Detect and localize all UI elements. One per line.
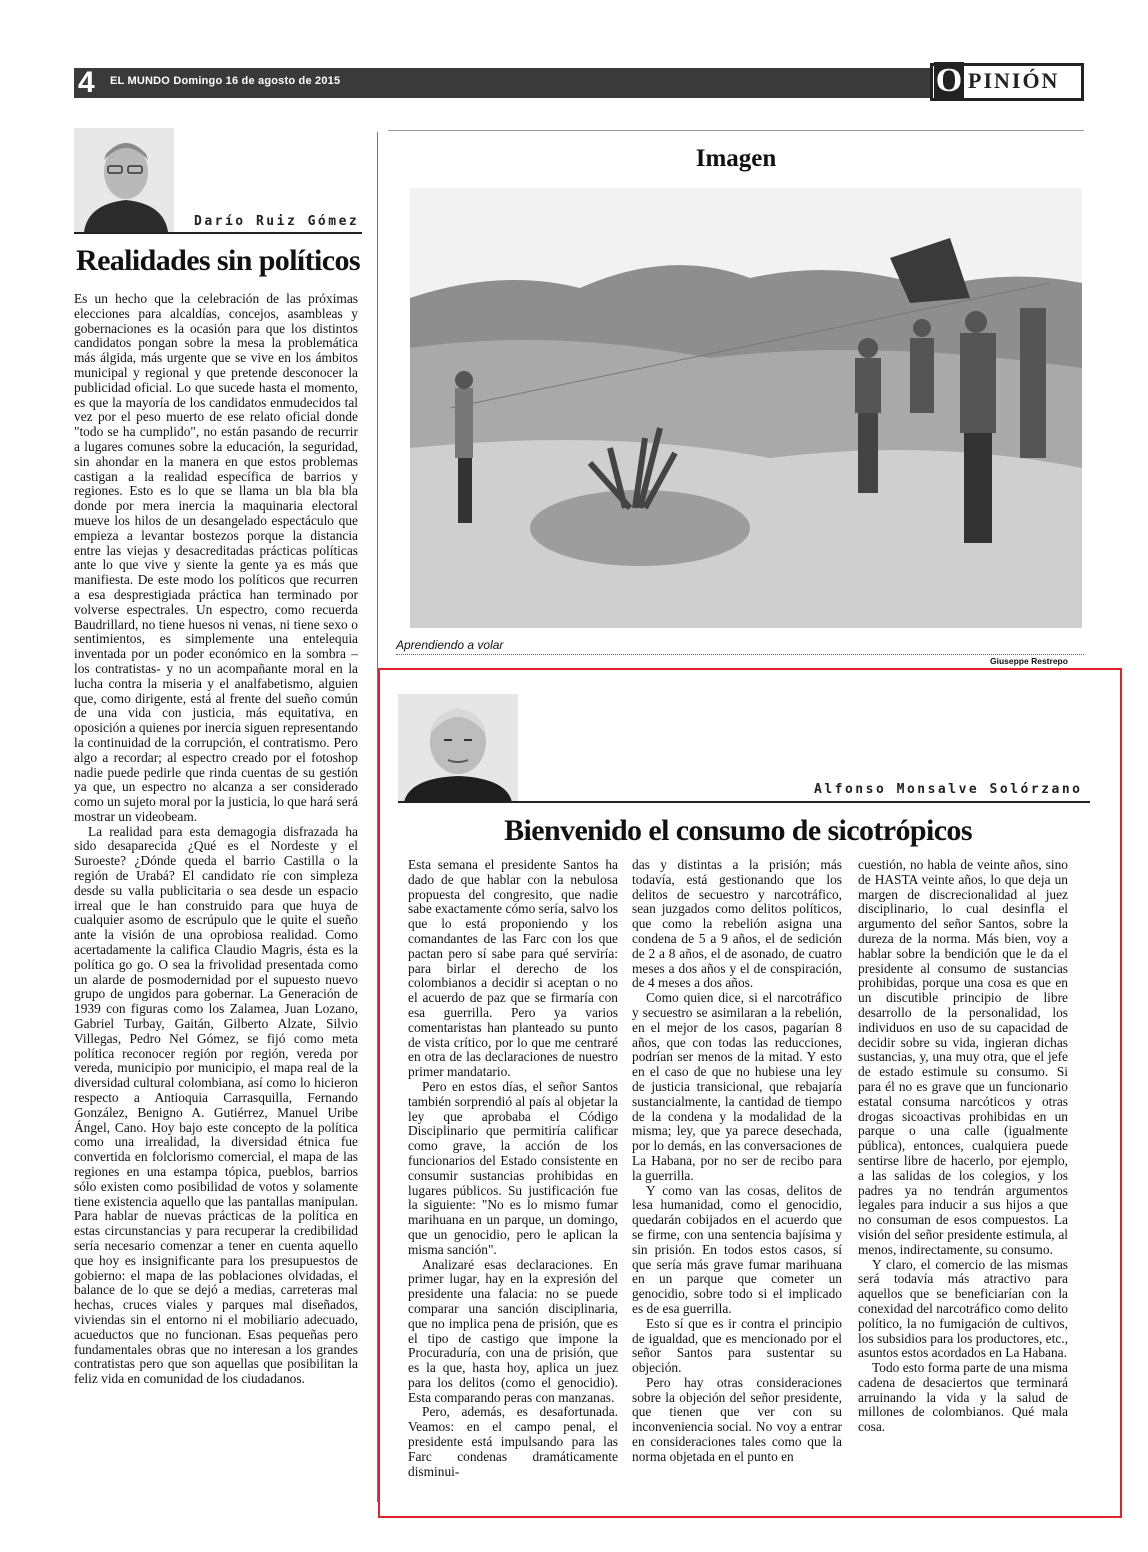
paragraph: La realidad para esta demagogia disfrazada ha sido desaparecida ¿Qué es el Nordeste y el Suroeste? ¿Dónde queda el barrio Castilla o la región de Urabá? El candidato ríe con simpleza desde su valla publicitaria o sea desde un espacio irreal que le han construido para que huya de cualquier asomo de escrúpulo que le quite el sueño ante la visión de una oprobiosa realidad. Como acertadamente la califica Claudio Magris, ésta es la política go go. O sea la frivolidad presentada como un alarde de posmodernidad por el supuesto nuevo grupo de ungidos para gobernar. La Generación de 1939 con figuras como los Zalamea, Juan Lozano, Gabriel Turbay, Gaitán, Gilberto Alzate, Silvio Villegas, Pedro Nel Gómez, se fijó como meta política reconocer región por región, vereda por vereda, municipio por municipio, el mapa real de la diversidad cultural colombiana, así como lo hicieron respecto a Antioquia Carrasquilla, Fernando González, Benigno A. Gutiérrez, Manuel Uribe Ángel, Cano. Hoy bajo este concepto de la política como una irrealidad, la diversidad étnica fue convertida en folclorismo comercial, el mapa de las regiones en una estampa tópica, pueblos, barrios sólo existen como posibilidad de votos y solamente tiene existencia aquello que las pantallas manipulan. Para hablar de nuevas prácticas de la política en estas circunstancias y para recuperar la credibilidad sería necesario comenzar a tener en cuenta aquello que hoy es insignificante para los presupuestos de gobierno: el mapa de las poblaciones olvidadas, el balance de lo que se dejó a medias, carreteras mal hechas, cruces viales y parques mal diseñados, viviendas sin el entorno ni el mobiliario adecuado, acueductos que no funcionan. Esas pequeñas pero fundamentales obras que no interesan a los grandes contratistas pero que son aquellas que posibilitan la feliz vida en comunidad de los ciudadanos. <box>74 823 358 1387</box>
paragraph: Pero hay otras consideraciones sobre la objeción del señor presidente, que tienen que ver con su inconveniencia social. No voy a entrar en consideraciones tales como que la norma objetada en el punto en <box>632 1374 842 1464</box>
author-name-left: Darío Ruiz Gómez <box>194 214 360 229</box>
author-photo-right <box>398 694 518 802</box>
paragraph: Como quien dice, si el narcotráfico y secuestro se asimilaran a la rebelión, en el mejor de los casos, pagarían 8 años, que con todas las reducciones, podrían ser menos de la mitad. Y esto en el caso de que no hubiese una ley de justicia transicional, que rebajaría sustancialmente, la cantidad de tiempo de la condena y la modalidad de la misma; ley, que ya parece desechada, por lo demás, en las conversaciones de La Habana, por no ser de recibo para la guerrilla. <box>632 990 842 1183</box>
article-title-left: Realidades sin políticos <box>76 244 360 277</box>
photo-caption: Aprendiendo a volar <box>396 638 504 652</box>
paragraph: Y como van las cosas, delitos de lesa humanidad, como el genocidio, quedarán cobijados en el acuerdo que se firme, con una sentencia bajísima y sin prisión. En todos estos casos, sí que sería más grave fumar marihuana en un parque que cometer un genocidio, sobre todo si el implicado es de esa guerrilla. <box>632 1182 842 1316</box>
article-body-right-col3 <box>858 858 1068 1435</box>
author-rule-left <box>74 232 362 234</box>
image-section-title: Imagen <box>695 145 777 172</box>
paragraph: das y distintas a la prisión; más todavía, está gestionando que los delitos de secuestro y narcotráfico, sean juzgados como delitos políticos, que como la rebelión asigna una condena de 5 a 9 años, el de sedición de 2 a 8 años, el de asonado, de cuatro meses a dos años y el de conspiración, de 4 meses a dos años. <box>632 857 842 991</box>
author-photo-left <box>74 128 174 232</box>
paragraph: Es un hecho que la celebración de las próximas elecciones para alcaldías, concejos, asambleas y gobernaciones es la ocasión para que los distintos candidatos pongan sobre la mesa la problemática más álgida, más urgente que se vive en los ámbitos municipal y regional y que pretende desconocer la publicidad oficial. Lo que sucede hasta el momento, es que la mayoría de los candidatos enmudecidos tal vez por el peso muerto de ese relato oficial donde "todo se ha cumplido", no están pasando de recurrir a lugares comunes sobre la educación, la seguridad, sin ahondar en la manera en que estos problemas castigan a la realidad específica de barrios y regiones. Esto es lo que se llama un bla bla bla donde por mera inercia la maquinaria electoral mueve los hilos de un desangelado espectáculo que empieza a levantar bostezos porque la distancia entre las viejas y desacreditadas prácticas políticas ante lo que vive y siente la gente ya es más que manifiesta. De este modo los políticos que recurren a esa desprestigiada práctica han terminado por volverse espectrales. Un espectro, como recuerda Baudrillard, no tiene huesos ni venas, ni tiene sexo o sentimientos, es simplemente una entelequia inventada por un poder económico en la sombra – los contratistas- y no un acompañante moral en la lucha contra la miseria y el analfabetismo, alguien que, como dirigente, está al frente del sueño común de una vida con justicia, más equitativa, en oposición a quienes por inercia siguen representando la continuidad de la corrupción, el contratismo. Pero algo a recordar; al espectro creado por el fotoshop nadie puede pedirle que rinda cuentas de su gestión ya que, un espectro no alcanza a ser considerado como un sujeto moral por la justicia, lo que hará será mostrar un videobeam. <box>74 291 358 824</box>
caption-rule <box>396 654 1084 655</box>
article-body-right-col2 <box>632 858 842 1465</box>
author-name-right: Alfonso Monsalve Solórzano <box>814 782 1083 797</box>
article-title-right: Bienvenido el consumo de sicotrópicos <box>504 814 972 847</box>
dateline: EL MUNDO Domingo 16 de agosto de 2015 <box>110 75 341 87</box>
section-initial: O <box>935 62 963 99</box>
portrait-icon <box>74 128 174 232</box>
paragraph: Esto sí que es ir contra el principio de igualdad, que es mencionado por el señor Santos para sustentar su objeción. <box>632 1315 842 1376</box>
article-body-right-col1 <box>408 858 618 1479</box>
paragraph: Pero, además, es desafortunada. Veamos: en el campo penal, el presidente está impulsando para las Farc condenas dramáticamente disminui- <box>408 1404 618 1479</box>
paragraph: cuestión, no habla de veinte años, sino de HASTA veinte años, lo que deja un margen de discrecionalidad al juez disciplinario, lo cual desinfla el argumento del señor Santos, sobre la dureza de la norma. Más bien, voy a hablar sobre la bendición que le da el presidente al consumo de sustancias prohibidas, porque una cosa es que en un discutible principio de libre desarrollo de la personalidad, los individuos en uso de su capacidad de decidir sobre su vida, ingieran dichas sustancias, y, una muy otra, que el jefe de estado estimule su consumo. Si para él no es grave que un funcionario estatal consuma narcóticos y otras drogas sicoactivas prohibidas en un parque o una calle (igualmente pública), entonces, cualquiera puede sentirse libre de hacerlo, por ejemplo, a las salidas de los colegios, y los padres ya no tendrán argumentos legales para inducir a sus hijos a que no consuman de esos compuestos. La visión del señor presidente estimula, al menos, indirectamente, su consumo. <box>858 857 1068 1257</box>
paragraph: Y claro, el comercio de las mismas será todavía más atractivo para aquellos que se beneficiarían con la conexidad del narcotráfico como delito político, la no fumigación de cultivos, los subsidios para los productores, etc., asuntos estos acordados en La Habana. <box>858 1256 1068 1361</box>
portrait-icon <box>398 694 518 802</box>
section-label: PINIÓN <box>968 68 1060 93</box>
paragraph: Todo esto forma parte de una misma cadena de desaciertos que terminará arruinando la vida y la salud de millones de colombianos. Qué mala cosa. <box>858 1360 1068 1435</box>
paragraph: Pero en estos días, el señor Santos también sorprendió al país al objetar la ley que aprobaba el Código Disciplinario que permitiría calificar como grave, la acción de los funcionarios del Estado consistente en consumir sustancias prohibidas en lugares públicos. Su justificación fue la siguiente: "No es lo mismo fumar marihuana en un parque, un domingo, que un genocidio, pero le aplican la misma sanción". <box>408 1078 618 1257</box>
author-rule-right <box>398 801 1090 803</box>
page-number: 4 <box>78 66 95 99</box>
article-body-left <box>74 292 358 1387</box>
news-photo <box>410 188 1082 628</box>
paragraph: Analizaré esas declaraciones. En primer lugar, hay en la expresión del presidente una falacia: no se puede comparar una sanción disciplinaria, que no implica pena de prisión, que es el tipo de castigo que impone la Procuraduría, con una de prisión, que es la que, hasta hoy, aplica un juez para los delitos (como el genocidio). Esta comparando peras con manzanas. <box>408 1256 618 1405</box>
landscape-photo-icon <box>410 188 1082 628</box>
photo-credit: Giuseppe Restrepo <box>990 656 1068 666</box>
paragraph: Esta semana el presidente Santos ha dado de que hablar con la nebulosa propuesta del congresito, que nadie sabe exactamente cómo sería, salvo los que lo está proponiendo y los comandantes de las Farc con los que pactan pero sí sabe para qué serviría: para birlar el derecho de los colombianos a decidir si aceptan o no el acuerdo de paz que se firmaría con esa guerrilla. Pero ya varios comentaristas han planteado su punto de vista crítico, por lo que me centraré en otra de las declaraciones de nuestro primer mandatario. <box>408 857 618 1080</box>
